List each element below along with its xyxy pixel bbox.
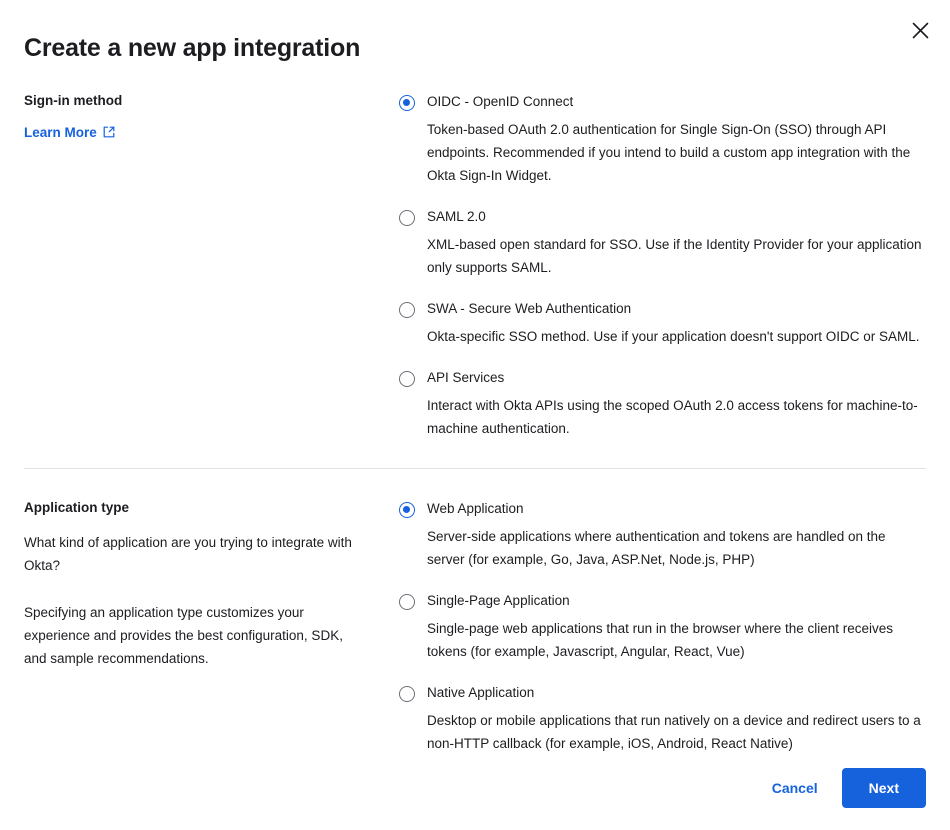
radio-option-saml[interactable] <box>399 207 926 279</box>
radio-icon-web-application[interactable] <box>399 502 415 518</box>
radio-option-native-application[interactable] <box>399 683 926 755</box>
sign-in-method-section <box>24 92 926 440</box>
next-button[interactable]: Next <box>842 768 926 808</box>
radio-option-swa[interactable] <box>399 299 926 348</box>
radio-icon-single-page-application[interactable] <box>399 594 415 610</box>
close-icon[interactable] <box>906 16 934 44</box>
radio-icon-swa[interactable] <box>399 302 415 318</box>
radio-option-single-page-application[interactable] <box>399 591 926 663</box>
radio-icon-native-application[interactable] <box>399 686 415 702</box>
radio-label-single-page-application: Single-Page Application <box>427 593 570 608</box>
radio-icon-oidc[interactable] <box>399 95 415 111</box>
radio-description-oidc: Token-based OAuth 2.0 authentication for Single Sign-On (SSO) through API endpoints. Recommended if you intend to build a custom app integration with the Okta Sign-In Widget. <box>427 121 911 183</box>
application-type-label: Application type <box>24 500 130 515</box>
radio-option-oidc[interactable] <box>399 92 926 187</box>
section-divider <box>24 468 926 469</box>
application-type-paragraph-1: What kind of application are you trying to integrate with Okta? <box>24 534 352 573</box>
radio-description-web-application: Server-side applications where authentication and tokens are handled on the server (for example, Go, Java, ASP.Net, Node.js, PHP) <box>427 528 886 567</box>
radio-description-saml: XML-based open standard for SSO. Use if the Identity Provider for your application only supports SAML. <box>427 236 922 275</box>
dialog-footer <box>24 768 926 808</box>
radio-label-api-services: API Services <box>427 370 505 385</box>
learn-more-label: Learn More <box>24 124 97 140</box>
radio-description-native-application: Desktop or mobile applications that run natively on a device and redirect users to a non-HTTP callback (for example, iOS, Android, React Native) <box>427 712 921 751</box>
radio-description-swa: Okta-specific SSO method. Use if your application doesn't support OIDC or SAML. <box>427 328 920 344</box>
sign-in-method-options <box>394 92 926 440</box>
radio-label-saml: SAML 2.0 <box>427 209 486 225</box>
radio-option-web-application[interactable] <box>399 499 926 571</box>
radio-icon-api-services[interactable] <box>399 371 415 387</box>
close-icon-glyph <box>912 22 929 39</box>
application-type-options <box>394 499 926 755</box>
external-link-icon <box>103 126 115 138</box>
radio-label-swa: SWA - Secure Web Authentication <box>427 301 632 317</box>
learn-more-link[interactable] <box>24 125 115 140</box>
application-type-section <box>24 499 926 755</box>
sign-in-method-label: Sign-in method <box>24 93 123 108</box>
radio-description-api-services: Interact with Okta APIs using the scoped OAuth 2.0 access tokens for machine-to-machine authentication. <box>427 397 918 436</box>
radio-description-single-page-application: Single-page web applications that run in the browser where the client receives tokens (for example, Javascript, Angular, React, Vue) <box>427 620 894 659</box>
radio-icon-saml[interactable] <box>399 210 415 226</box>
radio-label-oidc: OIDC - OpenID Connect <box>427 94 574 109</box>
cancel-button[interactable]: Cancel <box>758 770 832 806</box>
application-type-paragraph-2: Specifying an application type customizes your experience and provides the best configuration, SDK, and sample recommendations. <box>24 604 343 667</box>
application-type-left <box>24 499 394 755</box>
page-title: Create a new app integration <box>24 34 361 62</box>
radio-option-api-services[interactable] <box>399 368 926 440</box>
radio-label-web-application: Web Application <box>427 501 524 516</box>
radio-label-native-application: Native Application <box>427 685 535 700</box>
sign-in-method-left <box>24 92 394 440</box>
